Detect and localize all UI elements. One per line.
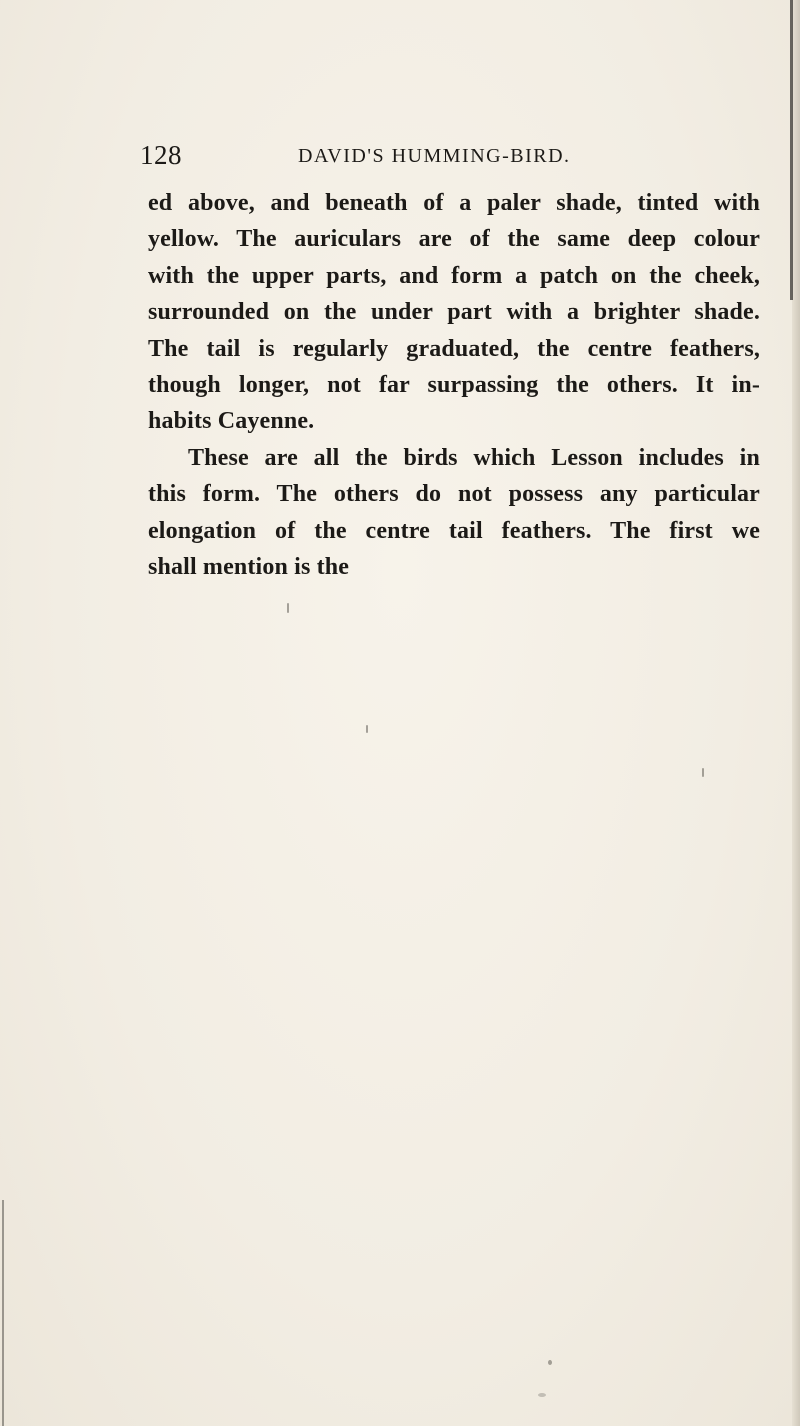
paper-speck — [366, 725, 368, 733]
text-line-6: though longer, not far surpassing the others. It in- — [148, 372, 760, 399]
text-line-5: The tail is regularly graduated, the centre feathers, — [148, 335, 760, 362]
page-number: 128 — [140, 140, 182, 170]
running-title: DAVID'S HUMMING-BIRD. — [298, 145, 571, 167]
body-text — [148, 185, 760, 585]
text-line-1: ed above, and beneath of a paler shade, tinted with — [148, 190, 760, 216]
page-header — [140, 140, 660, 180]
text-line-8: These are all the birds which Lesson includes in — [188, 444, 760, 471]
text-line-2: yellow. The auriculars are of the same deep colour — [148, 226, 760, 253]
paper-speck — [702, 768, 704, 777]
paper-speck — [548, 1360, 552, 1365]
text-line-7: habits Cayenne. — [148, 408, 315, 435]
text-line-11: shall mention is the — [148, 554, 350, 581]
page-binding-line — [790, 0, 793, 300]
page-edge-shadow — [792, 0, 800, 1426]
paper-speck — [287, 603, 289, 613]
page-edge-line — [2, 1200, 4, 1426]
text-line-4: surrounded on the under part with a brighter shade. — [148, 299, 760, 326]
paper-speck — [538, 1393, 546, 1397]
text-line-9: this form. The others do not possess any particular — [148, 481, 760, 508]
text-line-3: with the upper parts, and form a patch on the cheek, — [148, 262, 760, 289]
text-line-10: elongation of the centre tail feathers. The first we — [148, 517, 760, 544]
